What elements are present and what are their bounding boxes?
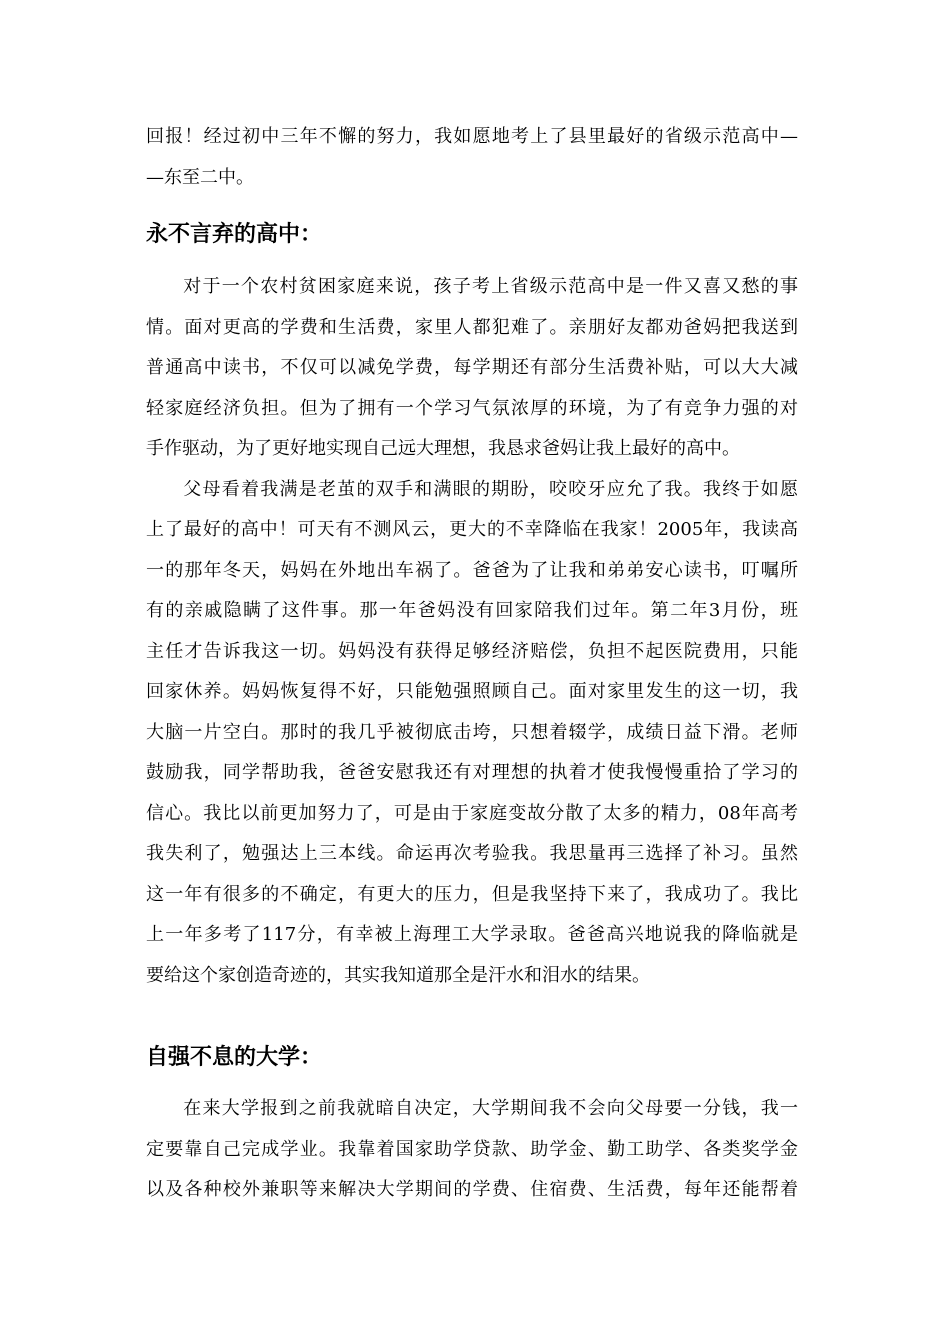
text-line: 大脑一片空白。那时的我几乎被彻底击垮，只想着辍学，成绩日益下滑。老师 <box>146 721 798 743</box>
text-line: —东至二中。 <box>146 166 254 188</box>
text-line: 在来大学报到之前我就暗自决定，大学期间我不会向父母要一分钱，我一 <box>182 1098 798 1119</box>
text-line: 主任才告诉我这一切。妈妈没有获得足够经济赔偿，负担不起医院费用，只能 <box>146 640 798 662</box>
section-heading-university: 自强不息的大学： <box>146 1045 323 1070</box>
text-line: 定要靠自己完成学业。我靠着国家助学贷款、助学金、勤工助学、各类奖学金 <box>146 1138 798 1160</box>
text-line: 普通高中读书，不仅可以减免学费，每学期还有部分生活费补贴，可以大大减 <box>146 357 798 378</box>
text-line: 父母看着我满是老茧的双手和满眼的期盼，咬咬牙应允了我。我终于如愿 <box>182 478 798 500</box>
text-line: 对于一个农村贫困家庭来说，孩子考上省级示范高中是一件又喜又愁的事 <box>182 276 798 297</box>
text-line: 以及各种校外兼职等来解决大学期间的学费、住宿费、生活费，每年还能帮着 <box>146 1179 798 1200</box>
paragraph-continuation <box>146 117 798 198</box>
section-body-high-school <box>146 267 798 996</box>
text-line: 轻家庭经济负担。但为了拥有一个学习气氛浓厚的环境，为了有竞争力强的对 <box>146 397 798 419</box>
text-line: 回家休养。妈妈恢复得不好，只能勉强照顾自己。面对家里发生的这一切，我 <box>146 681 798 702</box>
text-line: 要给这个家创造奇迹的，其实我知道那全是汗水和泪水的结果。 <box>146 964 650 986</box>
text-line: 一的那年冬天，妈妈在外地出车祸了。爸爸为了让我和弟弟安心读书，叮嘱所 <box>146 559 798 581</box>
text-line: 情。面对更高的学费和生活费，家里人都犯难了。亲朋好友都劝爸妈把我送到 <box>146 316 798 338</box>
text-line: 有的亲戚隐瞒了这件事。那一年爸妈没有回家陪我们过年。第二年3月份，班 <box>146 600 798 621</box>
text-line: 手作驱动，为了更好地实现自己远大理想，我恳求爸妈让我上最好的高中。 <box>146 438 740 459</box>
section-heading-high-school: 永不言弃的高中： <box>146 222 323 247</box>
section-body-university <box>146 1089 798 1211</box>
text-line: 信心。我比以前更加努力了，可是由于家庭变故分散了太多的精力，08年高考 <box>146 802 798 824</box>
text-line: 上一年多考了117分，有幸被上海理工大学录取。爸爸高兴地说我的降临就是 <box>146 924 798 945</box>
text-line: 这一年有很多的不确定，有更大的压力，但是我坚持下来了，我成功了。我比 <box>146 883 798 905</box>
text-line: 回报！经过初中三年不懈的努力，我如愿地考上了县里最好的省级示范高中— <box>146 126 798 147</box>
text-line: 我失利了，勉强达上三本线。命运再次考验我。我思量再三选择了补习。虽然 <box>146 843 798 864</box>
text-line: 鼓励我，同学帮助我，爸爸安慰我还有对理想的执着才使我慢慢重拾了学习的 <box>146 762 798 783</box>
text-line: 上了最好的高中！可天有不测风云，更大的不幸降临在我家！2005年，我读高 <box>146 519 798 540</box>
